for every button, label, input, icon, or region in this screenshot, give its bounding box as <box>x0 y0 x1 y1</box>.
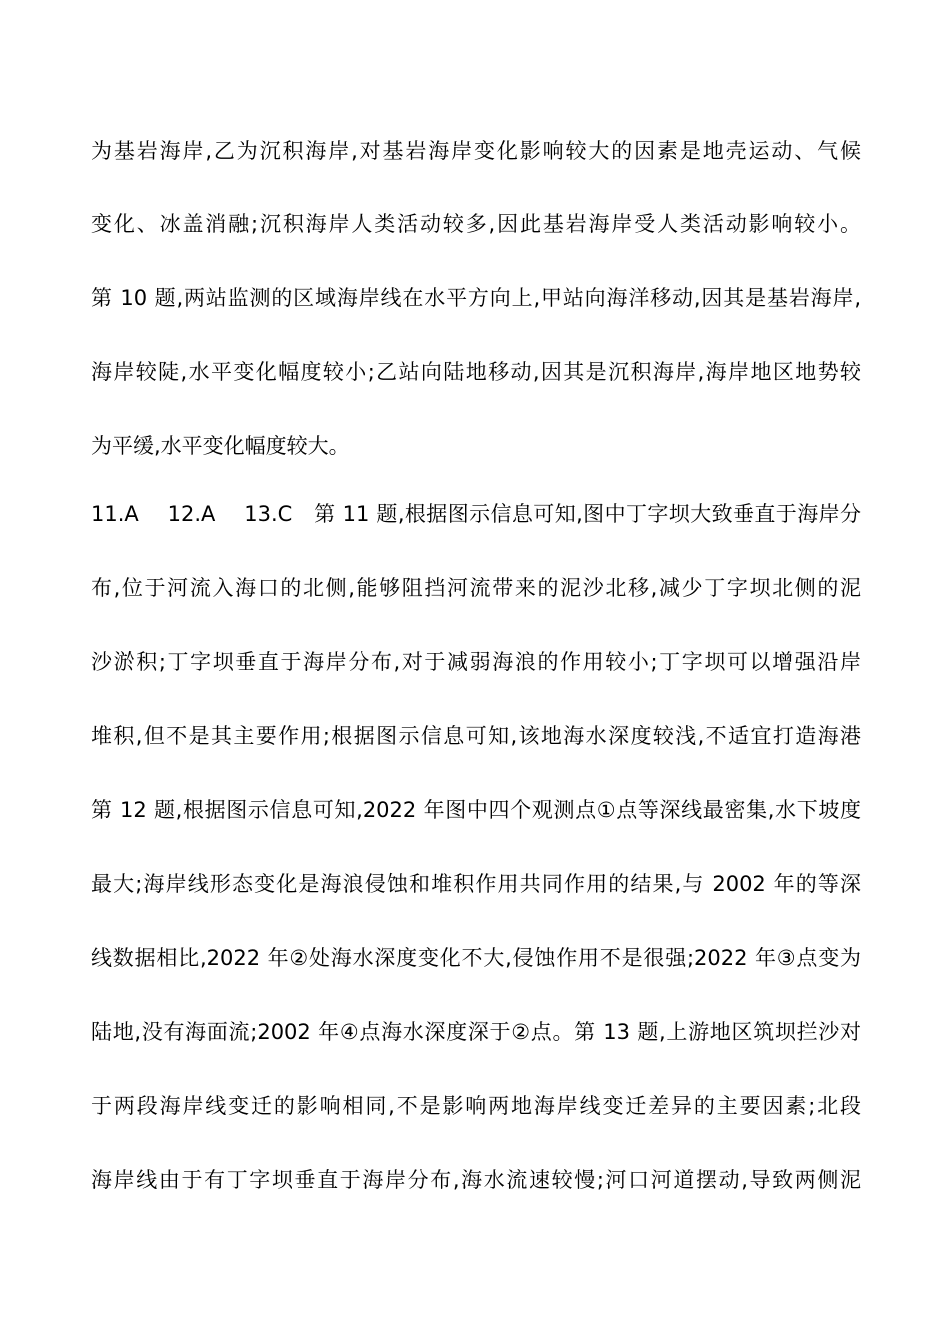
paragraph-line-8: 沙淤积;丁字坝垂直于海岸分布,对于减弱海浪的作用较小;丁字坝可以增强沿岸 <box>91 650 861 674</box>
paragraph-line-4: 海岸较陡,水平变化幅度较小;乙站向陆地移动,因其是沉积海岸,海岸地区地势较 <box>91 360 861 384</box>
paragraph-line-5: 为平缓,水平变化幅度较大。 <box>91 434 350 458</box>
paragraph-line-13: 陆地,没有海面流;2002 年④点海水深度深于②点。第 13 题,上游地区筑坝拦沙对 <box>91 1020 861 1044</box>
paragraph-line-11: 最大;海岸线形态变化是海浪侵蚀和堆积作用共同作用的结果,与 2002 年的等深 <box>91 872 861 896</box>
paragraph-line-2: 变化、冰盖消融;沉积海岸人类活动较多,因此基岩海岸受人类活动影响较小。 <box>91 212 861 236</box>
paragraph-line-12: 线数据相比,2022 年②处海水深度变化不大,侵蚀作用不是很强;2022 年③点变为 <box>91 946 861 970</box>
paragraph-line-7: 布,位于河流入海口的北侧,能够阻挡河流带来的泥沙北移,减少丁字坝北侧的泥 <box>91 576 861 600</box>
paragraph-line-9: 堆积,但不是其主要作用;根据图示信息可知,该地海水深度较浅,不适宜打造海港 <box>91 724 861 748</box>
paragraph-line-1: 为基岩海岸,乙为沉积海岸,对基岩海岸变化影响较大的因素是地壳运动、气候 <box>91 139 861 163</box>
paragraph-line-10: 第 12 题,根据图示信息可知,2022 年图中四个观测点①点等深线最密集,水下坡度 <box>91 798 861 822</box>
paragraph-line-3: 第 10 题,两站监测的区域海岸线在水平方向上,甲站向海洋移动,因其是基岩海岸, <box>91 286 861 310</box>
paragraph-line-15: 海岸线由于有丁字坝垂直于海岸分布,海水流速较慢;河口河道摆动,导致两侧泥 <box>91 1168 861 1192</box>
paragraph-line-6: 11.A 12.A 13.C 第 11 题,根据图示信息可知,图中丁字坝大致垂直于海岸分 <box>91 502 861 526</box>
paragraph-line-14: 于两段海岸线变迁的影响相同,不是影响两地海岸线变迁差异的主要因素;北段 <box>91 1094 861 1118</box>
